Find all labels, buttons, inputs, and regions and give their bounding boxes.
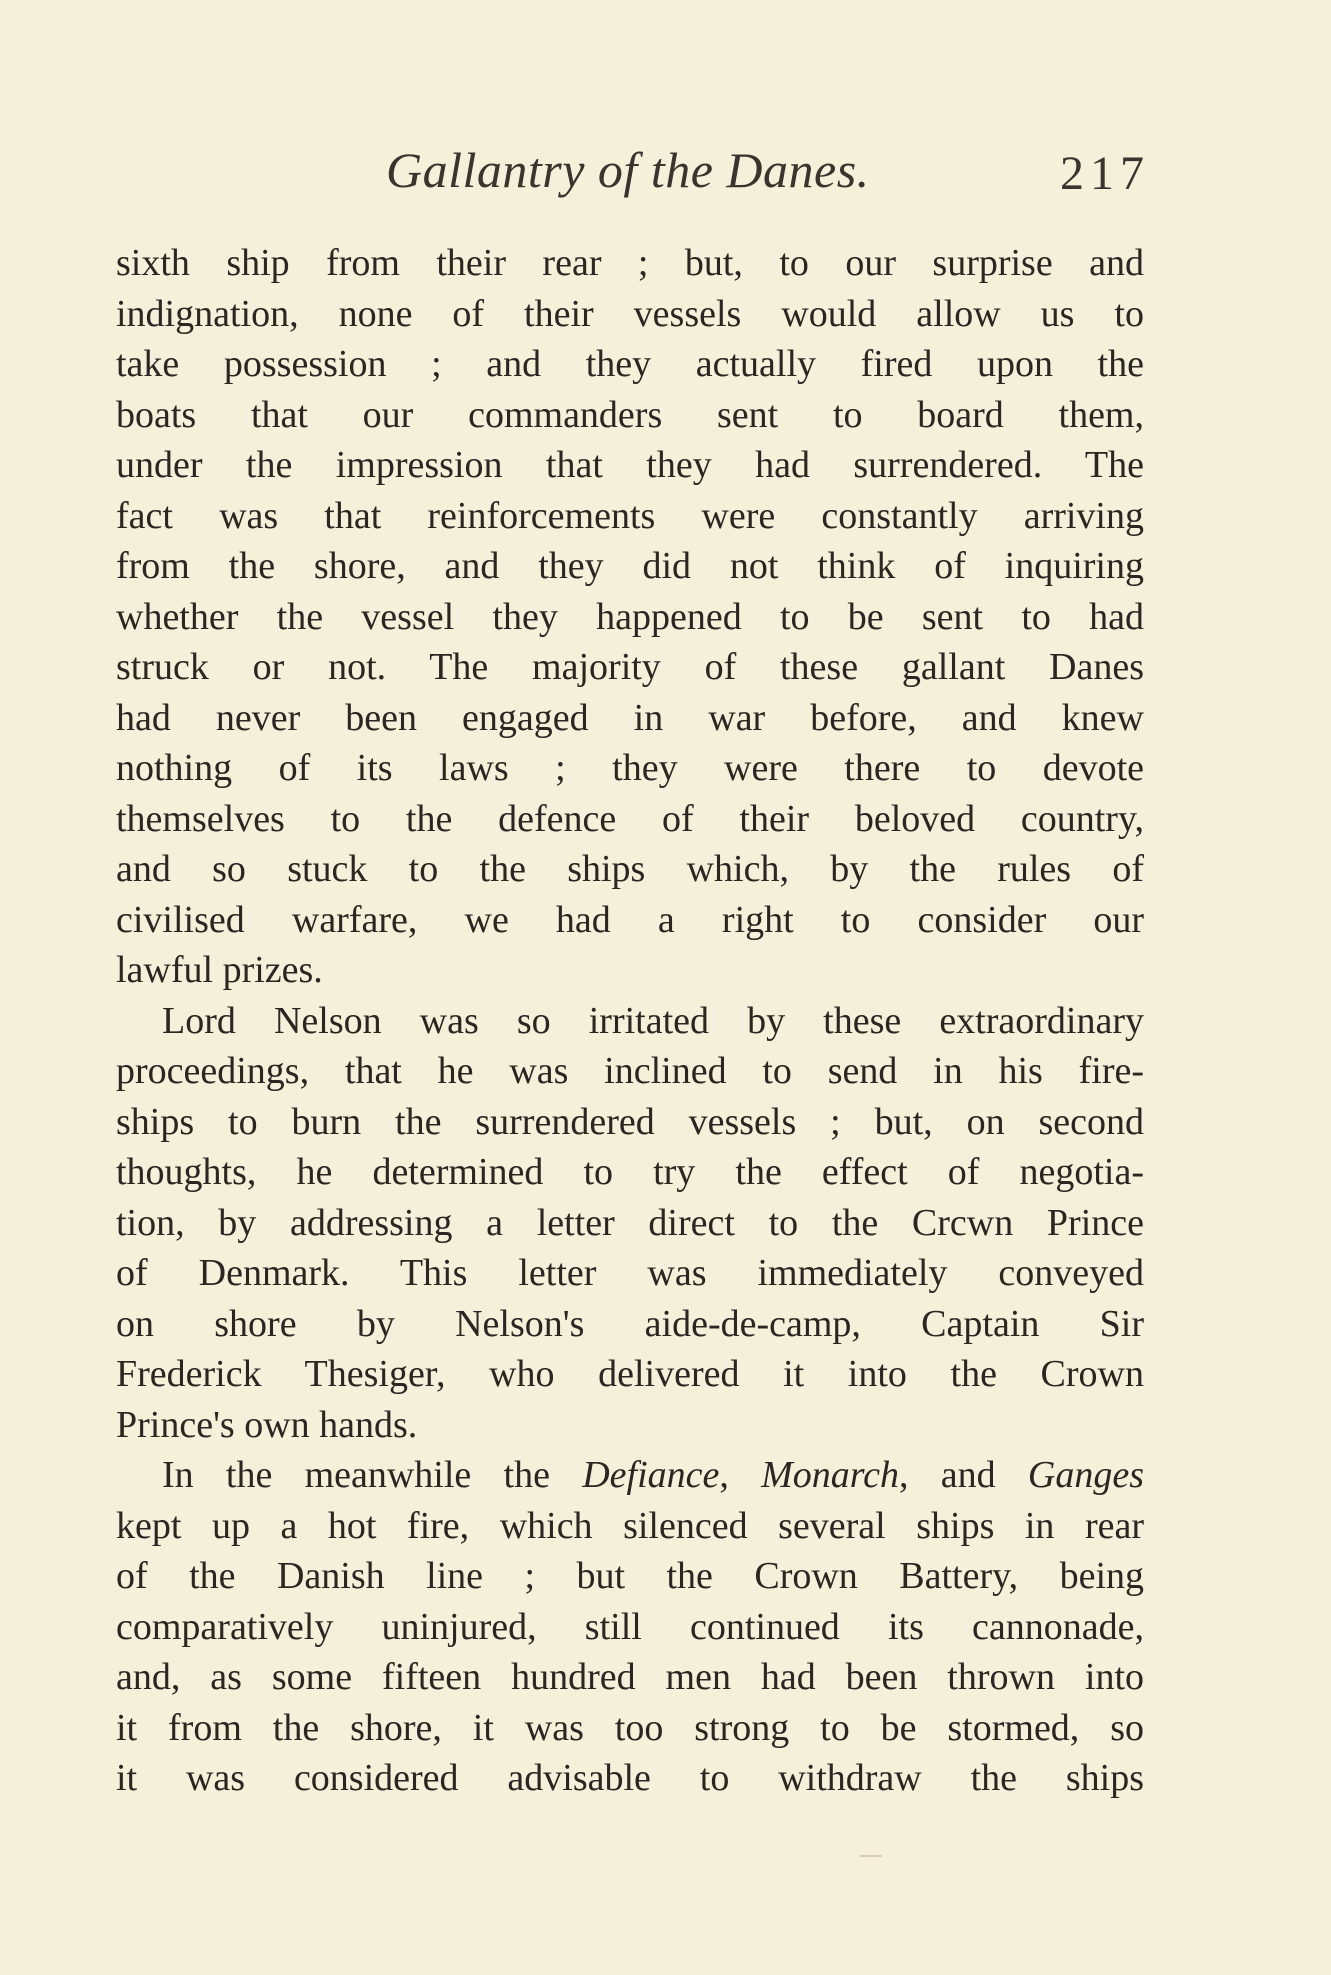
- text-line: sixth ship from their rear ; but, to our surprise and: [116, 242, 1144, 284]
- text-line: civilised warfare, we had a right to consider our: [116, 899, 1144, 941]
- text-line: Frederick Thesiger, who delivered it into the Crown: [116, 1353, 1144, 1395]
- text-line: and, as some fifteen hundred men had been thrown into: [116, 1656, 1144, 1698]
- text-line: struck or not. The majority of these gallant Danes: [116, 646, 1144, 688]
- running-header-title: Gallantry of the Danes.: [386, 142, 870, 198]
- text-line: themselves to the defence of their beloved country,: [116, 798, 1144, 840]
- text-line: take possession ; and they actually fired upon the: [116, 343, 1144, 385]
- text-line: of Denmark. This letter was immediately conveyed: [116, 1252, 1144, 1294]
- text-line: from the shore, and they did not think of inquiring: [116, 545, 1144, 587]
- text-line: it was considered advisable to withdraw the ships: [116, 1757, 1144, 1799]
- text-line: on shore by Nelson's aide-de-camp, Captain Sir: [116, 1303, 1144, 1345]
- ship-name: Ganges: [1027, 1454, 1145, 1496]
- text-line: proceedings, that he was inclined to send in his fire-: [116, 1050, 1144, 1092]
- text-line: comparatively uninjured, still continued its cannonade,: [116, 1606, 1144, 1648]
- text-line: thoughts, he determined to try the effect of negotia-: [116, 1151, 1144, 1193]
- text-line: it from the shore, it was too strong to be stormed, so: [116, 1707, 1144, 1749]
- text-line: had never been engaged in war before, and knew: [116, 697, 1144, 739]
- text-line: ships to burn the surrendered vessels ; but, on second: [116, 1101, 1144, 1143]
- text-line: boats that our commanders sent to board them,: [116, 394, 1144, 436]
- ship-name: Monarch: [761, 1454, 900, 1496]
- text-line: indignation, none of their vessels would allow us to: [116, 293, 1144, 335]
- text-line: under the impression that they had surrendered. The: [116, 444, 1144, 486]
- ship-name: Defiance: [582, 1454, 720, 1496]
- text-line: Prince's own hands.: [116, 1404, 418, 1446]
- text-line: of the Danish line ; but the Crown Battery, being: [116, 1555, 1144, 1597]
- paper-mark: [860, 1855, 882, 1857]
- text-line: and so stuck to the ships which, by the rules of: [116, 848, 1144, 890]
- text-line: fact was that reinforcements were constantly arriving: [116, 495, 1144, 537]
- text-line: whether the vessel they happened to be sent to had: [116, 596, 1144, 638]
- text-line: lawful prizes.: [116, 949, 323, 991]
- paragraph-first-line: In the meanwhile the Defiance, Monarch, and Ganges: [162, 1454, 1145, 1496]
- text-line: kept up a hot fire, which silenced several ships in rear: [116, 1505, 1144, 1547]
- text-line: nothing of its laws ; they were there to devote: [116, 747, 1144, 789]
- page-number: 217: [1060, 147, 1150, 200]
- paragraph-first-line: Lord Nelson was so irritated by these extraordinary: [162, 1000, 1144, 1042]
- text-line: tion, by addressing a letter direct to the Crcwn Prince: [116, 1202, 1144, 1244]
